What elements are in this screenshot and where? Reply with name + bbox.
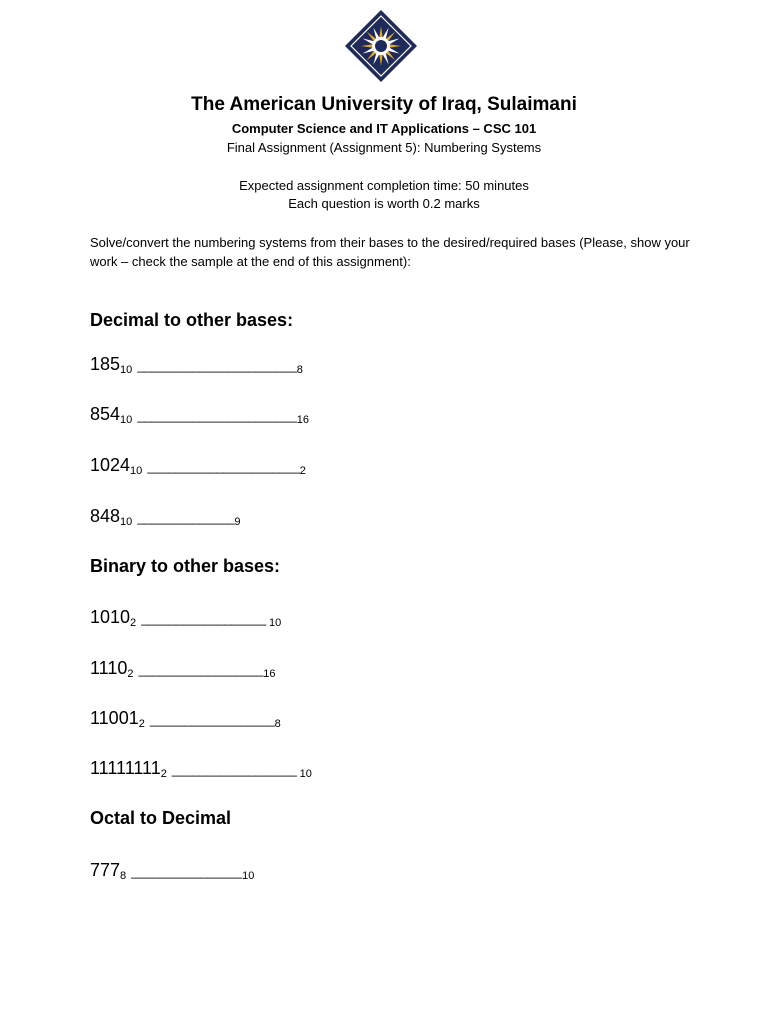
source-base: 2 (160, 768, 167, 780)
answer-blank[interactable]: __________________ (138, 662, 264, 677)
source-base: 10 (130, 465, 143, 477)
target-base: 9 (234, 516, 241, 528)
answer-blank[interactable]: _______________________ (137, 408, 297, 423)
source-base: 2 (138, 718, 145, 730)
question-number: 185 (90, 354, 121, 374)
question-binary-3 (90, 708, 281, 729)
question-number: 854 (90, 404, 121, 424)
target-base: 10 (296, 768, 312, 780)
answer-blank[interactable]: ________________ (131, 864, 243, 879)
target-base: 16 (296, 414, 309, 426)
target-base: 2 (299, 465, 306, 477)
question-binary-4 (90, 758, 312, 779)
answer-blank[interactable]: ______________________ (147, 459, 300, 474)
source-base: 2 (130, 617, 137, 629)
question-number: 11001 (90, 708, 139, 728)
answer-blank[interactable]: _______________________ (137, 358, 297, 373)
section-title-binary: Binary to other bases: (90, 556, 281, 576)
target-base: 10 (265, 617, 282, 629)
target-base: 10 (242, 870, 255, 882)
answer-blank[interactable]: ______________ (137, 510, 235, 525)
question-decimal-3 (90, 455, 306, 476)
question-binary-2 (90, 658, 276, 679)
assignment-title: Final Assignment (Assignment 5): Numbering Systems (226, 140, 542, 155)
marks-note: Each question is worth 0.2 marks (288, 196, 480, 211)
section-title-octal: Octal to Decimal (90, 808, 232, 828)
question-decimal-2 (90, 404, 309, 425)
question-number: 777 (90, 860, 121, 880)
question-number: 1024 (90, 455, 131, 475)
source-base: 10 (120, 414, 133, 426)
question-number: 1010 (90, 607, 131, 627)
answer-blank[interactable]: __________________ (141, 611, 266, 626)
expected-time: Expected assignment completion time: 50 minutes (239, 178, 529, 193)
source-base: 10 (120, 364, 133, 376)
target-base: 8 (296, 364, 303, 376)
source-base: 2 (127, 668, 134, 680)
source-base: 8 (120, 870, 127, 882)
instructions: Solve/convert the numbering systems from their bases to the desired/required bases (Please, show your work – check the sample at the end of this assignment): (90, 235, 690, 269)
answer-blank[interactable]: __________________ (149, 712, 275, 727)
question-number: 11111111 (90, 758, 161, 778)
question-decimal-1 (90, 354, 303, 375)
target-base: 16 (263, 668, 276, 680)
question-number: 1110 (90, 658, 128, 678)
university-logo-icon (343, 8, 419, 84)
section-title-decimal: Decimal to other bases: (90, 310, 294, 330)
question-binary-1 (90, 607, 281, 628)
question-number: 848 (90, 506, 121, 526)
question-decimal-4 (90, 506, 240, 527)
target-base: 8 (274, 718, 281, 730)
answer-blank[interactable]: __________________ (171, 762, 297, 777)
source-base: 10 (120, 516, 133, 528)
question-octal-1 (90, 860, 254, 881)
university-title: The American University of Iraq, Sulaimani (191, 94, 577, 115)
course-name: Computer Science and IT Applications – CSC 101 (231, 121, 537, 136)
